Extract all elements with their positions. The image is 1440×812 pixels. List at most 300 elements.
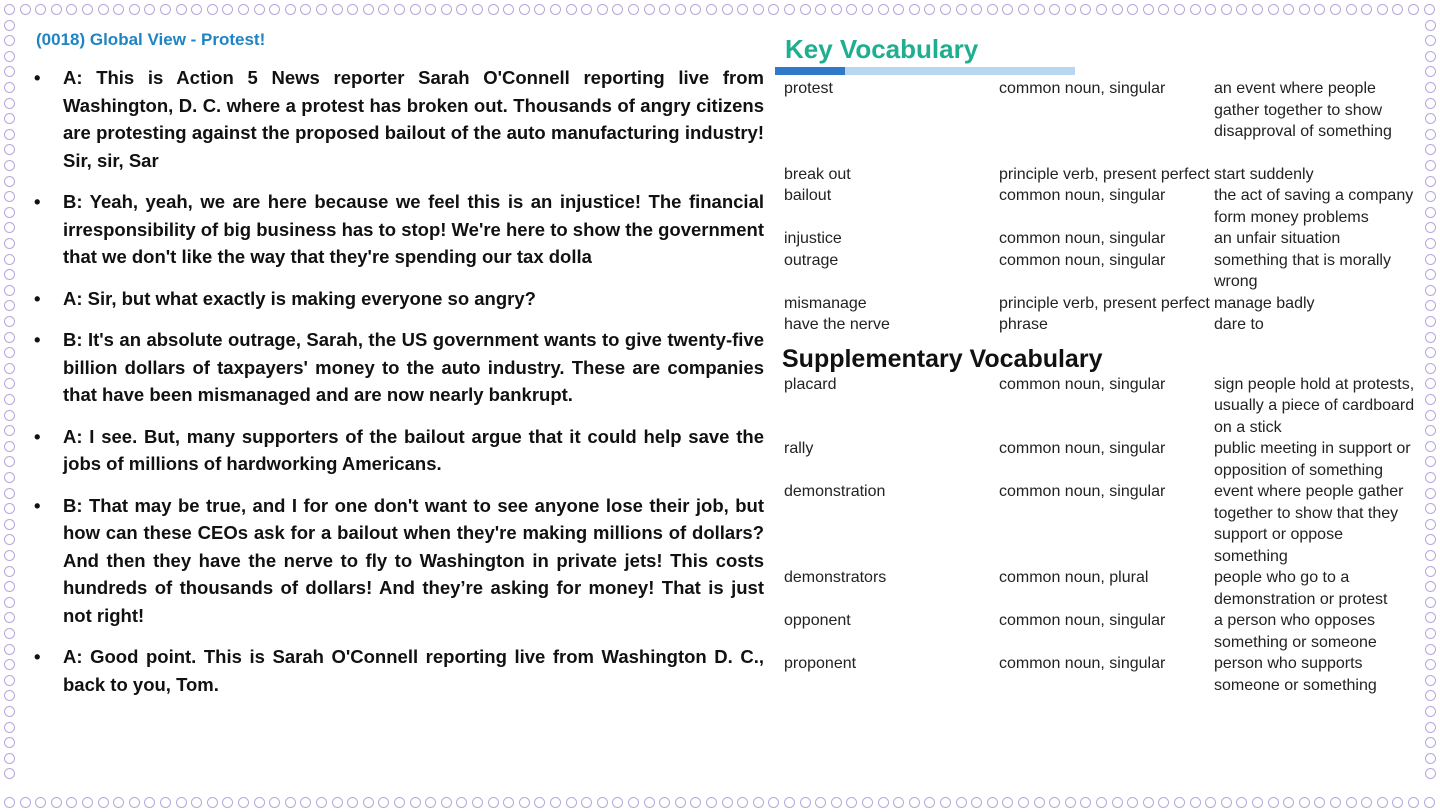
border-ring bbox=[160, 4, 171, 15]
border-ring bbox=[1049, 4, 1060, 15]
border-ring bbox=[1425, 659, 1436, 670]
border-ring bbox=[4, 363, 15, 374]
border-ring bbox=[1425, 191, 1436, 202]
border-ring bbox=[98, 4, 109, 15]
border-ring bbox=[1065, 797, 1076, 808]
border-ring bbox=[675, 4, 686, 15]
border-ring bbox=[4, 332, 15, 343]
vocab-word: demonstration bbox=[784, 483, 886, 500]
border-ring bbox=[940, 797, 951, 808]
border-ring bbox=[144, 4, 155, 15]
vocab-part-of-speech: principle verb, present perfect bbox=[999, 165, 1210, 183]
border-ring bbox=[550, 4, 561, 15]
border-ring bbox=[1377, 797, 1388, 808]
border-ring bbox=[4, 66, 15, 77]
border-ring bbox=[690, 4, 701, 15]
border-ring bbox=[4, 768, 15, 779]
border-ring bbox=[4, 644, 15, 655]
border-ring bbox=[597, 4, 608, 15]
border-ring bbox=[51, 4, 62, 15]
border-ring bbox=[1425, 144, 1436, 155]
border-ring bbox=[269, 797, 280, 808]
border-ring bbox=[441, 797, 452, 808]
dialog-line bbox=[34, 285, 764, 313]
border-ring bbox=[893, 797, 904, 808]
bullet-icon: • bbox=[34, 646, 41, 667]
border-ring bbox=[1236, 797, 1247, 808]
border-ring bbox=[1425, 20, 1436, 31]
border-ring bbox=[4, 129, 15, 140]
border-ring bbox=[4, 20, 15, 31]
dialog-line bbox=[34, 492, 764, 630]
border-ring bbox=[1425, 768, 1436, 779]
border-ring bbox=[456, 4, 467, 15]
dialog-text: A: This is Action 5 News reporter Sarah O'Connell reporting live from Washington, D. C. where a protest has broken out. Thousands of angry citizens are protesting against the proposed bailout of the auto manufacturing industry! Sir, sir, Sar bbox=[63, 67, 764, 171]
dialog-line bbox=[34, 643, 764, 698]
border-ring bbox=[238, 797, 249, 808]
dialog-text: A: Sir, but what exactly is making everyone so angry? bbox=[63, 287, 536, 309]
border-ring bbox=[862, 797, 873, 808]
dialog-text: A: Good point. This is Sarah O'Connell reporting live from Washington D. C., back to you, Tom. bbox=[63, 646, 764, 695]
border-ring bbox=[675, 797, 686, 808]
border-ring bbox=[1425, 644, 1436, 655]
border-ring bbox=[4, 316, 15, 327]
border-ring bbox=[987, 4, 998, 15]
border-ring bbox=[1425, 332, 1436, 343]
border-ring bbox=[4, 207, 15, 218]
border-ring bbox=[1143, 4, 1154, 15]
border-ring bbox=[1127, 4, 1138, 15]
border-ring bbox=[831, 797, 842, 808]
border-ring bbox=[4, 191, 15, 202]
vocab-row bbox=[782, 567, 1419, 610]
border-ring bbox=[659, 4, 670, 15]
border-ring bbox=[1283, 797, 1294, 808]
border-ring bbox=[4, 425, 15, 436]
border-ring bbox=[4, 441, 15, 452]
border-ring bbox=[1283, 4, 1294, 15]
border-ring bbox=[784, 797, 795, 808]
vocab-word: opponent bbox=[784, 612, 851, 629]
border-ring bbox=[4, 113, 15, 124]
vocab-part-of-speech: common noun, singular bbox=[999, 187, 1166, 204]
border-ring bbox=[1127, 797, 1138, 808]
border-ring bbox=[113, 797, 124, 808]
border-ring bbox=[1002, 797, 1013, 808]
border-ring bbox=[1425, 706, 1436, 717]
vocab-definition: an event where people gather together to show disapproval of something bbox=[1214, 80, 1392, 140]
border-ring bbox=[534, 797, 545, 808]
border-ring bbox=[519, 797, 530, 808]
border-ring bbox=[1425, 285, 1436, 296]
border-ring bbox=[1034, 4, 1045, 15]
bullet-icon: • bbox=[34, 191, 41, 212]
border-ring bbox=[378, 797, 389, 808]
vocab-row bbox=[782, 185, 1419, 228]
vocab-part-of-speech: common noun, singular bbox=[999, 440, 1166, 457]
vocab-word: outrage bbox=[784, 251, 839, 269]
border-ring bbox=[347, 4, 358, 15]
border-ring bbox=[1425, 581, 1436, 592]
border-ring bbox=[129, 797, 140, 808]
border-ring bbox=[1314, 4, 1325, 15]
border-ring bbox=[1425, 82, 1436, 93]
vocab-definition: a person who opposes something or someone bbox=[1214, 612, 1377, 651]
border-ring bbox=[815, 797, 826, 808]
vocab-word: demonstrators bbox=[784, 569, 887, 586]
border-ring bbox=[1425, 628, 1436, 639]
supplementary-vocabulary-heading: Supplementary Vocabulary bbox=[782, 344, 1103, 373]
border-ring bbox=[66, 4, 77, 15]
border-ring bbox=[1346, 797, 1357, 808]
border-ring bbox=[1425, 300, 1436, 311]
border-ring bbox=[1392, 4, 1403, 15]
border-ring bbox=[316, 797, 327, 808]
border-ring bbox=[1174, 797, 1185, 808]
border-ring bbox=[1252, 4, 1263, 15]
border-ring bbox=[1425, 503, 1436, 514]
vocab-definition: something that is morally wrong bbox=[1214, 251, 1391, 290]
border-ring bbox=[1205, 4, 1216, 15]
vocab-word: proponent bbox=[784, 655, 857, 672]
border-ring bbox=[1096, 797, 1107, 808]
border-ring bbox=[1424, 4, 1435, 15]
border-ring bbox=[1236, 4, 1247, 15]
border-ring bbox=[1425, 347, 1436, 358]
border-ring bbox=[410, 797, 421, 808]
border-ring bbox=[4, 534, 15, 545]
border-ring bbox=[1425, 363, 1436, 374]
border-ring bbox=[269, 4, 280, 15]
border-ring bbox=[1034, 797, 1045, 808]
border-ring bbox=[1425, 456, 1436, 467]
border-ring bbox=[1361, 797, 1372, 808]
border-ring bbox=[316, 4, 327, 15]
border-ring bbox=[846, 797, 857, 808]
vocab-definition: start suddenly bbox=[1214, 165, 1314, 183]
border-ring bbox=[1268, 797, 1279, 808]
border-ring bbox=[51, 797, 62, 808]
supplementary-vocabulary-table bbox=[782, 374, 1419, 697]
border-ring bbox=[4, 300, 15, 311]
border-ring bbox=[129, 4, 140, 15]
border-ring bbox=[784, 4, 795, 15]
border-ring bbox=[581, 797, 592, 808]
vocab-word: protest bbox=[784, 80, 833, 97]
border-ring bbox=[441, 4, 452, 15]
border-ring bbox=[207, 4, 218, 15]
vocab-part-of-speech: common noun, singular bbox=[999, 80, 1166, 97]
vocab-word: mismanage bbox=[784, 294, 867, 312]
border-ring bbox=[1049, 797, 1060, 808]
dialog-text: A: I see. But, many supporters of the bailout argue that it could help save the jobs of millions of hardworking Americans. bbox=[63, 425, 764, 474]
dialog-list bbox=[34, 64, 764, 698]
border-ring bbox=[1425, 566, 1436, 577]
border-ring bbox=[4, 51, 15, 62]
border-ring bbox=[1314, 797, 1325, 808]
border-ring bbox=[4, 222, 15, 233]
border-ring bbox=[1330, 797, 1341, 808]
border-ring bbox=[644, 4, 655, 15]
border-ring bbox=[222, 4, 233, 15]
border-ring bbox=[1408, 797, 1419, 808]
border-ring bbox=[4, 144, 15, 155]
border-ring bbox=[722, 4, 733, 15]
border-ring bbox=[1190, 4, 1201, 15]
vocab-row bbox=[782, 250, 1419, 293]
vocab-definition: manage badly bbox=[1214, 294, 1315, 312]
border-ring bbox=[378, 4, 389, 15]
vocab-row bbox=[782, 374, 1419, 439]
border-ring bbox=[534, 4, 545, 15]
border-ring bbox=[363, 797, 374, 808]
border-ring bbox=[644, 797, 655, 808]
bullet-icon: • bbox=[34, 329, 41, 350]
border-ring bbox=[4, 597, 15, 608]
border-ring bbox=[1425, 222, 1436, 233]
border-ring bbox=[1425, 722, 1436, 733]
border-ring bbox=[4, 612, 15, 623]
vocab-word: placard bbox=[784, 375, 837, 393]
border-ring bbox=[909, 4, 920, 15]
vocab-definition: people who go to a demonstration or protest bbox=[1214, 569, 1388, 608]
border-ring bbox=[4, 675, 15, 686]
border-ring bbox=[66, 797, 77, 808]
dialog-text: B: Yeah, yeah, we are here because we feel this is an injustice! The financial irresponsibility of big business has to stop! We're here to show the government that we don't like the way that they're spending our tax dolla bbox=[63, 191, 764, 267]
border-ring bbox=[1190, 797, 1201, 808]
border-ring bbox=[191, 4, 202, 15]
border-ring bbox=[82, 797, 93, 808]
border-ring bbox=[1425, 66, 1436, 77]
vocab-part-of-speech: principle verb, present perfect bbox=[999, 294, 1210, 312]
border-ring bbox=[1158, 797, 1169, 808]
border-ring bbox=[1346, 4, 1357, 15]
dialog-line bbox=[34, 326, 764, 409]
border-ring bbox=[1080, 797, 1091, 808]
underline-dark-segment bbox=[775, 67, 845, 75]
border-ring bbox=[1425, 534, 1436, 545]
border-ring bbox=[1158, 4, 1169, 15]
vocab-definition: an unfair situation bbox=[1214, 230, 1341, 247]
border-ring bbox=[4, 269, 15, 280]
dialog-line bbox=[34, 64, 764, 174]
border-ring bbox=[1425, 378, 1436, 389]
border-ring bbox=[612, 797, 623, 808]
border-ring bbox=[1377, 4, 1388, 15]
vocab-row bbox=[782, 610, 1419, 653]
border-ring bbox=[285, 4, 296, 15]
border-ring bbox=[737, 4, 748, 15]
border-ring bbox=[4, 160, 15, 171]
vocab-definition: dare to bbox=[1214, 316, 1264, 333]
border-ring bbox=[1424, 797, 1435, 808]
border-ring bbox=[4, 238, 15, 249]
border-ring bbox=[285, 797, 296, 808]
border-ring bbox=[909, 797, 920, 808]
border-ring bbox=[846, 4, 857, 15]
border-ring bbox=[971, 797, 982, 808]
vocab-word: rally bbox=[784, 440, 814, 457]
border-ring bbox=[394, 797, 405, 808]
border-ring bbox=[1425, 550, 1436, 561]
border-ring bbox=[768, 4, 779, 15]
border-ring bbox=[1425, 612, 1436, 623]
border-ring bbox=[597, 797, 608, 808]
border-ring bbox=[4, 722, 15, 733]
border-ring bbox=[1330, 4, 1341, 15]
border-ring bbox=[176, 797, 187, 808]
border-ring bbox=[4, 690, 15, 701]
dialog-line bbox=[34, 188, 764, 271]
border-ring bbox=[207, 797, 218, 808]
border-ring bbox=[4, 753, 15, 764]
border-ring bbox=[1096, 4, 1107, 15]
border-ring bbox=[4, 4, 15, 15]
bullet-icon: • bbox=[34, 494, 41, 516]
border-ring bbox=[363, 4, 374, 15]
border-ring bbox=[4, 488, 15, 499]
border-ring bbox=[566, 4, 577, 15]
border-ring bbox=[831, 4, 842, 15]
vocab-row bbox=[782, 164, 1419, 186]
border-ring bbox=[113, 4, 124, 15]
border-ring bbox=[1425, 254, 1436, 265]
border-ring bbox=[924, 797, 935, 808]
border-ring bbox=[1143, 797, 1154, 808]
vocab-row bbox=[782, 78, 1419, 164]
border-ring bbox=[1425, 425, 1436, 436]
border-ring bbox=[238, 4, 249, 15]
border-ring bbox=[1425, 675, 1436, 686]
vocab-row bbox=[782, 228, 1419, 250]
border-ring bbox=[1268, 4, 1279, 15]
border-ring bbox=[940, 4, 951, 15]
border-ring bbox=[768, 797, 779, 808]
vocab-definition: event where people gather together to show that they support or oppose something bbox=[1214, 483, 1404, 565]
border-ring bbox=[1425, 737, 1436, 748]
border-ring bbox=[1425, 160, 1436, 171]
border-ring bbox=[4, 254, 15, 265]
border-ring bbox=[1299, 4, 1310, 15]
border-ring bbox=[659, 797, 670, 808]
border-ring bbox=[862, 4, 873, 15]
border-ring bbox=[176, 4, 187, 15]
border-ring bbox=[1221, 797, 1232, 808]
border-ring bbox=[4, 456, 15, 467]
bullet-icon: • bbox=[34, 67, 41, 88]
vocab-row bbox=[782, 314, 1419, 336]
border-ring bbox=[800, 797, 811, 808]
border-ring bbox=[20, 797, 31, 808]
border-ring bbox=[4, 35, 15, 46]
border-ring bbox=[956, 797, 967, 808]
vocab-part-of-speech: common noun, singular bbox=[999, 612, 1166, 629]
heading-underline-bar bbox=[775, 67, 1075, 75]
border-ring bbox=[4, 628, 15, 639]
underline-light-segment bbox=[845, 67, 1075, 75]
border-ring bbox=[1221, 4, 1232, 15]
border-ring bbox=[1425, 176, 1436, 187]
vocabulary-panel bbox=[782, 34, 1422, 696]
border-ring bbox=[1002, 4, 1013, 15]
border-ring bbox=[4, 503, 15, 514]
border-ring bbox=[4, 797, 15, 808]
border-ring bbox=[4, 659, 15, 670]
vocab-word: injustice bbox=[784, 230, 842, 247]
border-ring bbox=[1425, 472, 1436, 483]
border-ring bbox=[4, 550, 15, 561]
vocab-part-of-speech: phrase bbox=[999, 316, 1048, 333]
vocab-part-of-speech: common noun, singular bbox=[999, 230, 1166, 247]
border-ring bbox=[332, 797, 343, 808]
vocab-row bbox=[782, 293, 1419, 315]
vocab-definition: the act of saving a company form money problems bbox=[1214, 187, 1414, 226]
vocab-word: have the nerve bbox=[784, 316, 890, 333]
border-ring bbox=[4, 706, 15, 717]
border-ring bbox=[987, 797, 998, 808]
border-ring bbox=[628, 797, 639, 808]
bullet-icon: • bbox=[34, 287, 41, 309]
border-ring bbox=[4, 285, 15, 296]
border-ring bbox=[612, 4, 623, 15]
border-ring bbox=[35, 797, 46, 808]
border-ring bbox=[1425, 269, 1436, 280]
vocab-part-of-speech: common noun, plural bbox=[999, 569, 1149, 586]
border-ring bbox=[1425, 316, 1436, 327]
vocab-row bbox=[782, 438, 1419, 481]
border-ring bbox=[1425, 394, 1436, 405]
border-ring bbox=[222, 797, 233, 808]
border-ring bbox=[815, 4, 826, 15]
border-ring bbox=[4, 98, 15, 109]
border-ring bbox=[456, 797, 467, 808]
border-ring bbox=[1425, 519, 1436, 530]
key-vocabulary-table bbox=[782, 78, 1419, 336]
border-ring bbox=[1299, 797, 1310, 808]
dialog-text: B: That may be true, and I for one don't want to see anyone lose their job, but how can these CEOs ask for a bailout when they're making millions of dollars? And then they have the nerve to fly to Washington in private jets! This costs hundreds of thousands of dollars! And they’re asking for money! That is just not right! bbox=[63, 494, 764, 626]
vocab-row bbox=[782, 653, 1419, 696]
border-ring bbox=[472, 797, 483, 808]
border-ring bbox=[1425, 35, 1436, 46]
border-ring bbox=[878, 4, 889, 15]
vocab-part-of-speech: common noun, singular bbox=[999, 483, 1166, 500]
border-ring bbox=[1205, 797, 1216, 808]
border-ring bbox=[1425, 129, 1436, 140]
border-ring bbox=[1408, 4, 1419, 15]
border-ring bbox=[893, 4, 904, 15]
border-ring bbox=[4, 519, 15, 530]
border-ring bbox=[581, 4, 592, 15]
border-ring bbox=[706, 797, 717, 808]
border-ring bbox=[35, 4, 46, 15]
border-ring bbox=[1112, 797, 1123, 808]
border-ring bbox=[924, 4, 935, 15]
border-ring bbox=[4, 347, 15, 358]
border-ring bbox=[1112, 4, 1123, 15]
border-ring bbox=[1425, 113, 1436, 124]
border-ring bbox=[191, 797, 202, 808]
border-ring bbox=[628, 4, 639, 15]
border-ring bbox=[566, 797, 577, 808]
border-ring bbox=[1425, 597, 1436, 608]
border-ring bbox=[472, 4, 483, 15]
border-ring bbox=[488, 4, 499, 15]
transcript-panel bbox=[34, 30, 764, 712]
border-ring bbox=[4, 410, 15, 421]
border-ring bbox=[1425, 410, 1436, 421]
border-ring bbox=[971, 4, 982, 15]
border-ring bbox=[1425, 488, 1436, 499]
